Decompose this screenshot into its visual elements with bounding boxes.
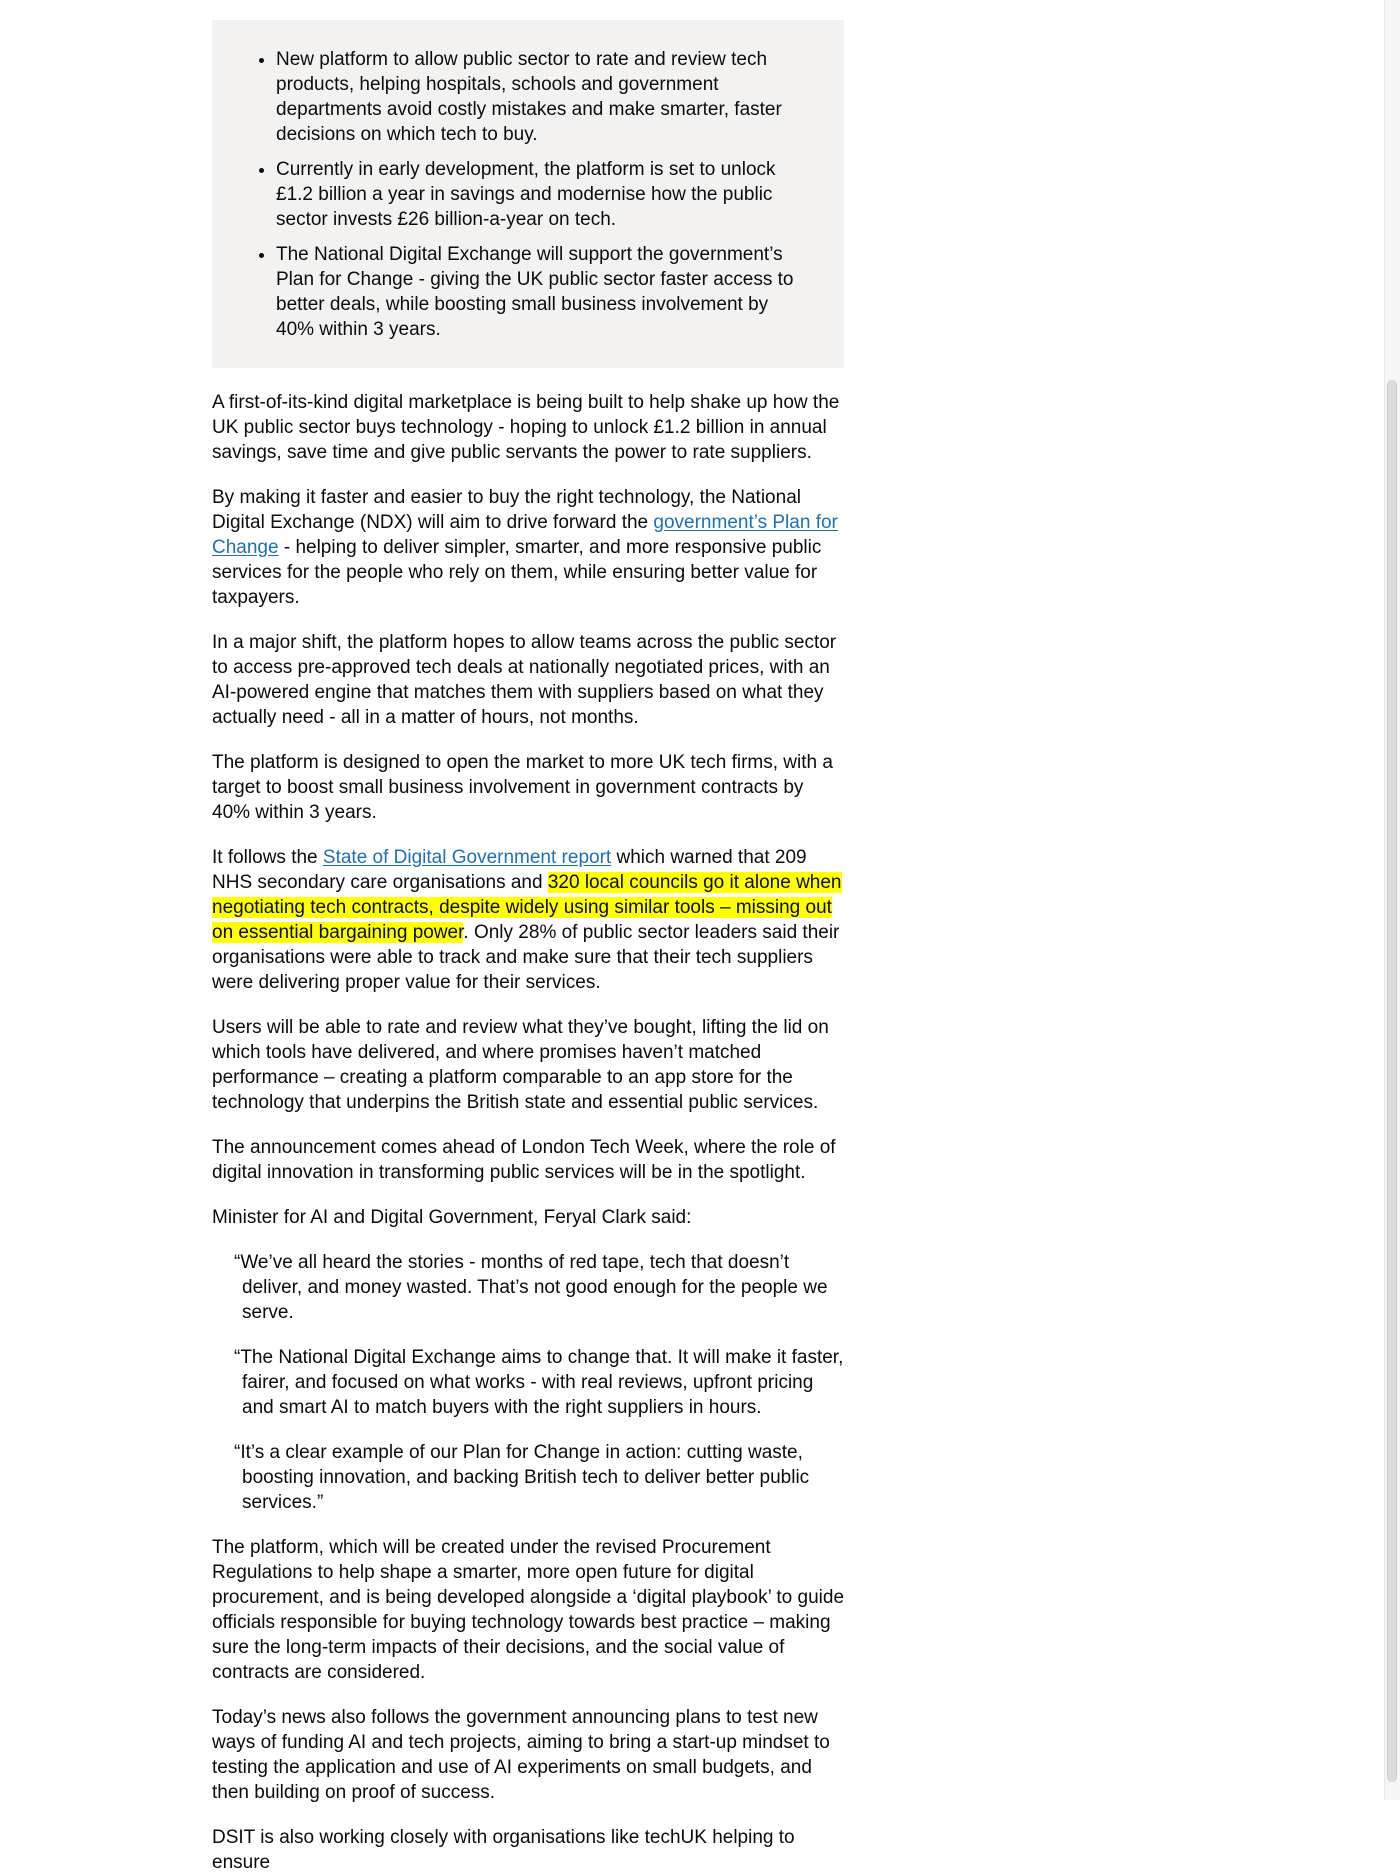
quote: “The National Digital Exchange aims to change that. It will make it faster, fairer, and focused on what works - with real reviews, upfront pricing and smart AI to match buyers with the right suppliers in hours.: [234, 1347, 844, 1418]
quote: “We’ve all heard the stories - months of red tape, tech that doesn’t deliver, and money wasted. That’s not good enough for the people we serve.: [234, 1252, 828, 1323]
paragraph: Minister for AI and Digital Government, Feryal Clark said:: [212, 1207, 692, 1228]
paragraph: A first-of-its-kind digital marketplace is being built to help shake up how the UK public sector buys technology - hoping to unlock £1.2 billion in annual savings, save time and give public servants the power to rate suppliers.: [212, 392, 840, 463]
paragraph-text: - helping to deliver simpler, smarter, and more responsive public services for the people who rely on them, while ensuring better value for taxpayers.: [212, 537, 822, 608]
summary-item: • The National Digital Exchange will support the government’s Plan for Change - giving the UK public sector faster access to better deals, while boosting small business involvement by 40% within 3 years.: [276, 242, 808, 342]
scrollbar-thumb[interactable]: [1387, 380, 1397, 1782]
paragraph: DSIT is also working closely with organisations like techUK helping to ensure: [212, 1827, 795, 1873]
plan-for-change-link[interactable]: government’s Plan for Change: [212, 512, 838, 558]
summary-box: [212, 20, 844, 368]
paragraph: The platform, which will be created under the revised Procurement Regulations to help shape a smarter, more open future for digital procurement, and is being developed alongside a ‘digital playbook’ to guide officials responsible for buying technology towards best practice – making sure the long-term impacts of their decisions, and the social value of contracts are considered.: [212, 1537, 845, 1683]
article-body: [212, 20, 844, 1875]
paragraph: [212, 845, 844, 995]
paragraph: The announcement comes ahead of London Tech Week, where the role of digital innovation in transforming public services will be in the spotlight.: [212, 1137, 836, 1183]
paragraph-text: which warned that 209 NHS secondary care organisations and: [212, 847, 807, 893]
paragraph: [212, 485, 844, 610]
paragraph-text: By making it faster and easier to buy the right technology, the National Digital Exchange (NDX) will aim to drive forward the: [212, 487, 801, 533]
summary-item: • Currently in early development, the platform is set to unlock £1.2 billion a year in savings and modernise how the public sector invests £26 billion-a-year on tech.: [276, 157, 808, 232]
paragraph: The platform is designed to open the market to more UK tech firms, with a target to boost small business involvement in government contracts by 40% within 3 years.: [212, 752, 833, 823]
quote: “It’s a clear example of our Plan for Change in action: cutting waste, boosting innovation, and backing British tech to deliver better public services.”: [234, 1442, 810, 1513]
summary-item: • New platform to allow public sector to rate and review tech products, helping hospitals, schools and government departments avoid costly mistakes and make smarter, faster decisions on which tech to buy.: [276, 47, 808, 147]
highlighted-text: 320 local councils go it alone when negotiating tech contracts, despite widely using similar tools – missing out on essential bargaining power: [212, 872, 842, 943]
paragraph-text: It follows the: [212, 847, 323, 868]
scrollbar[interactable]: [1384, 0, 1400, 1800]
paragraph-text: . Only 28% of public sector leaders said their organisations were able to track and make sure that their tech suppliers were delivering proper value for their services.: [212, 922, 840, 993]
paragraph: Users will be able to rate and review what they’ve bought, lifting the lid on which tools have delivered, and where promises haven’t matched performance – creating a platform comparable to an app store for the technology that underpins the British state and essential public services.: [212, 1017, 829, 1113]
state-of-digital-government-report-link[interactable]: State of Digital Government report: [322, 847, 612, 868]
summary-list: [242, 47, 808, 342]
paragraph: In a major shift, the platform hopes to allow teams across the public sector to access pre-approved tech deals at nationally negotiated prices, with an AI-powered engine that matches them with suppliers based on what they actually need - all in a matter of hours, not months.: [212, 632, 837, 728]
paragraph: Today’s news also follows the government announcing plans to test new ways of funding AI and tech projects, aiming to bring a start-up mindset to testing the application and use of AI experiments on small budgets, and then building on proof of success.: [212, 1707, 830, 1803]
